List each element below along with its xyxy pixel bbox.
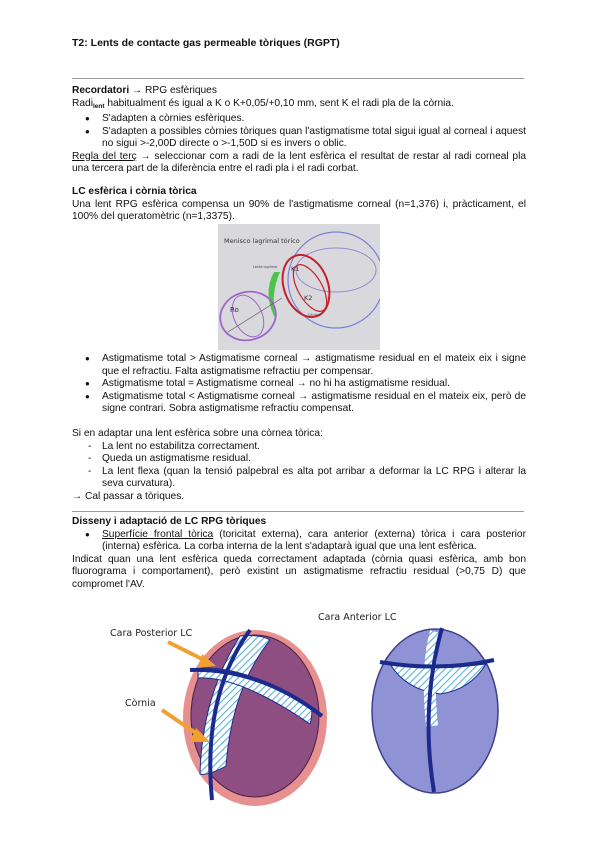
regla-line (72, 151, 526, 176)
section1-intro: Una lent RPG esfèrica compensa un 90% de l'astigmatisme corneal (n=1,376) i, pràcticament, el 100% del queratomètric (n=1,3375). (72, 198, 526, 222)
list-item: - Queda un astigmatisme residual. (72, 453, 526, 466)
adapt-dashes (72, 441, 526, 491)
astigmatism-bullets (72, 353, 526, 416)
figure-title: Menisco lagrimal tórico (224, 237, 300, 245)
label-cornea: Córnea (308, 313, 321, 317)
label-lens: Lente lagrimal (253, 265, 278, 269)
recordatori-heading: Recordatori (72, 85, 130, 96)
tear-meniscus-figure (218, 224, 380, 350)
bullet-text: (toricitat externa), cara anterior (externa) tòrica i cara posterior (interna) esfèrica. La corba interna de la lent s'adaptarà igual que una lent esfèrica. (102, 528, 526, 552)
list-item: ● S'adapten a còrnies esfèriques. (72, 113, 526, 126)
divider (72, 511, 524, 512)
list-item: - La lent no estabilitza correctament. (72, 441, 526, 454)
section2-paragraph: Indicat quan una lent esfèrica queda correctament adaptada (còrnia quasi esfèrica, amb bon fluorograma i comportament), però existint un astigmatisme refractiu residual (>0,75 D) que compromet l'AV. (72, 553, 526, 590)
bullet-label: Superfície frontal tòrica (102, 528, 214, 540)
radi-subscript: lent (92, 102, 105, 110)
recordatori-section (72, 85, 526, 176)
list-item: ● Astigmatisme total = Astigmatisme corneal → no hi ha astigmatisme residual. (72, 378, 526, 391)
conclusion: → Cal passar a tòriques. (72, 490, 185, 502)
list-item: - La lent flexa (quan la tensió palpebral es alta pot arribar a deformar la LC RPG i alterar la seva curvatura). (72, 466, 526, 491)
label-anterior: Cara Anterior LC (318, 612, 397, 623)
list-item: ● Astigmatisme total > Astigmatisme corneal → astigmatisme residual en el mateix eix i signe que el refractiu. Falta astigmatisme refractiu per compensar. (72, 353, 526, 378)
adapt-intro: Si en adaptar una lent esfèrica sobre una còrnea tòrica: (72, 428, 323, 439)
label-cornia: Còrnia (125, 698, 156, 709)
document-title: T2: Lents de contacte gas permeable tòriques (RGPT) (72, 37, 340, 49)
label-posterior: Cara Posterior LC (110, 628, 193, 639)
label-k2: K2 (304, 294, 313, 302)
recordatori-heading-line (72, 85, 526, 98)
adapt-block (72, 428, 526, 503)
section1-heading: LC esfèrica i còrnia tòrica (72, 186, 197, 197)
recordatori-bullets (72, 113, 526, 151)
list-item (72, 529, 526, 554)
list-item: ● Astigmatisme total < Astigmatisme corneal → astigmatisme residual en el mateix eix, però de signe contrari. Sobra astigmatisme refractiu compensat. (72, 391, 526, 416)
regla-label: Regla del terç (72, 150, 137, 162)
section1 (72, 186, 526, 224)
radi-prefix: Radi (72, 97, 93, 109)
toric-lens-figure (90, 606, 510, 806)
list-item: ● S'adapten a possibles còrnies tòriques quan l'astigmatisme total sigui igual al corneal i aquest no sigui >-2,00D directe o >-1,50D si es invers o oblic. (72, 126, 526, 151)
astigmatism-bullets-block (72, 353, 526, 416)
regla-text: → seleccionar com a radi de la lent esfèrica el resultat de restar al radi corneal pla una tercera part de la diferència entre el radi pla i el radi corbat. (72, 150, 527, 174)
recordatori-heading-tail: → RPG esfèriques (129, 85, 217, 96)
radi-text: habitualment és igual a K o K+0,05/+0,10 mm, sent K el radi pla de la còrnia. (104, 97, 454, 109)
label-ro: Ro (230, 306, 239, 314)
divider (72, 78, 524, 79)
radi-line (72, 98, 526, 114)
label-k1: K1 (291, 265, 300, 273)
section2 (72, 516, 526, 591)
section2-bullets (72, 529, 526, 554)
section2-heading: Disseny i adaptació de LC RPG tòriques (72, 516, 267, 527)
